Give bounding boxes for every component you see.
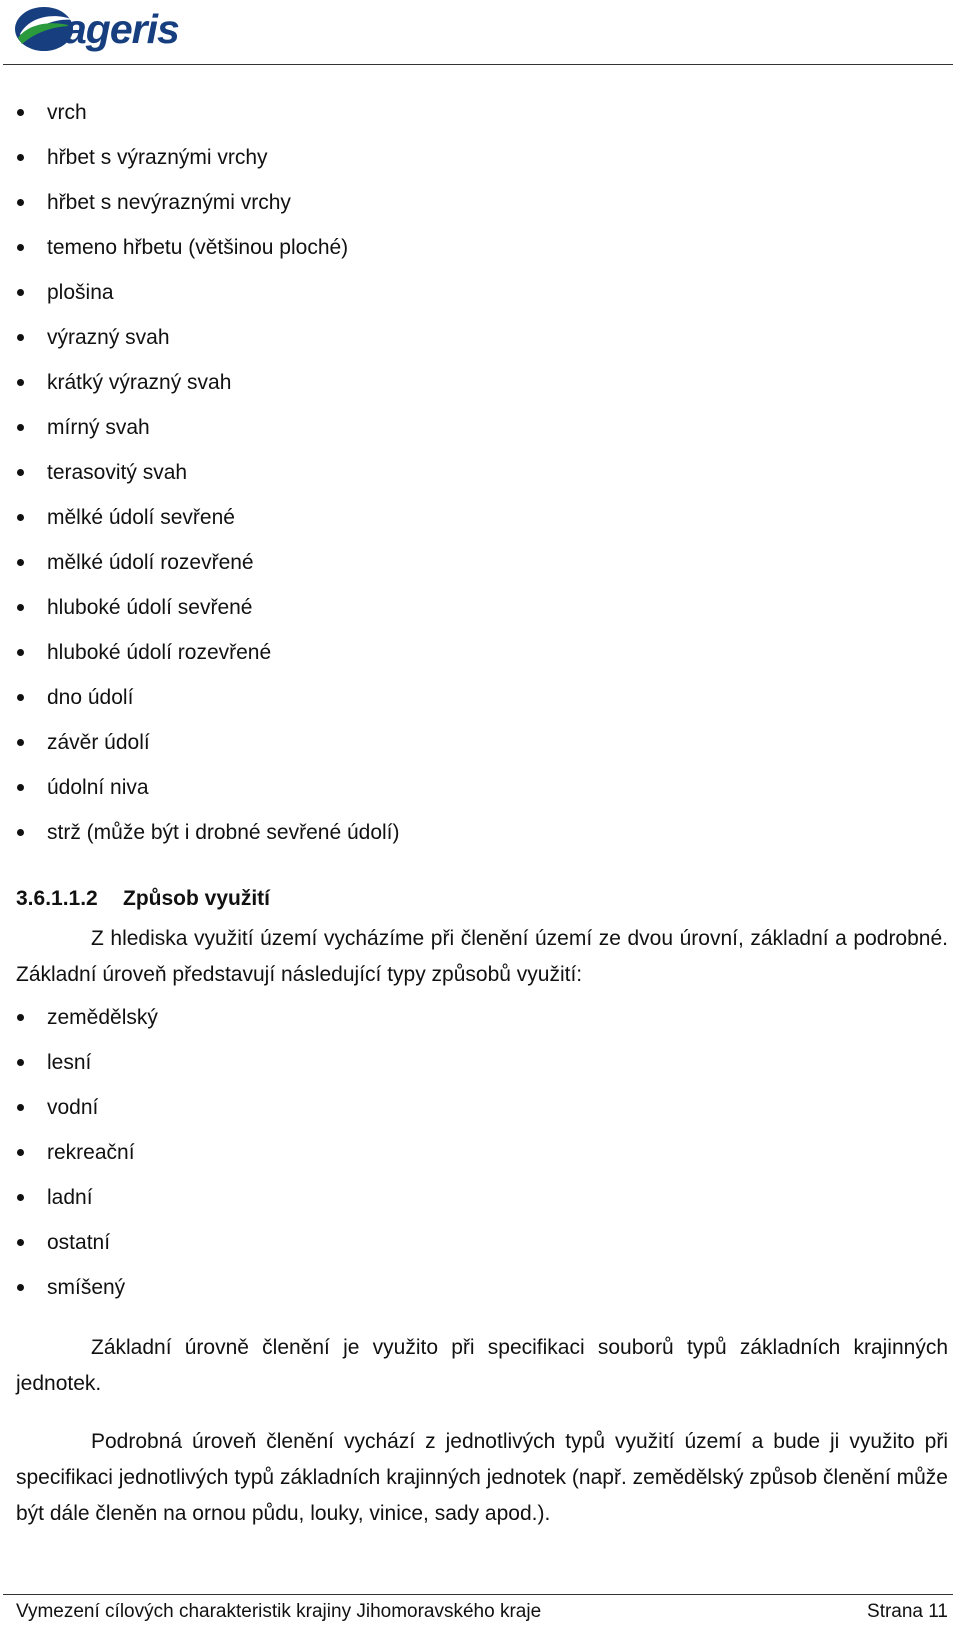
list-item	[16, 540, 948, 585]
list-item-text: hřbet s výraznými vrchy	[47, 146, 268, 169]
list-item	[16, 1130, 948, 1175]
bullet-icon	[17, 199, 24, 206]
list-item-text: smíšený	[47, 1276, 126, 1299]
list-item-text: lesní	[47, 1051, 92, 1074]
list-item-text: zemědělský	[47, 1006, 158, 1029]
list-item	[16, 495, 948, 540]
header-divider	[3, 64, 953, 65]
paragraph-basic-level: Základní úrovně členění je využito při specifikaci souborů typů základních krajinných jednotek.	[16, 1336, 948, 1395]
footer-divider	[3, 1594, 953, 1595]
section-number: 3.6.1.1.2	[16, 887, 98, 910]
footer-page-number: Strana 11	[867, 1601, 948, 1622]
list-item-text: temeno hřbetu (většinou ploché)	[47, 236, 349, 259]
list-item	[16, 1175, 948, 1220]
bullet-icon	[17, 559, 24, 566]
bullet-icon	[17, 424, 24, 431]
document-body	[16, 90, 948, 1553]
footer-document-title: Vymezení cílových charakteristik krajiny Jihomoravského kraje	[16, 1601, 542, 1622]
bullet-icon	[17, 289, 24, 296]
bullet-icon	[17, 739, 24, 746]
paragraph-intro: Z hlediska využití území vycházíme při členění území ze dvou úrovní, základní a podrobné. Základní úroveň představují následující typy způsobů využití:	[16, 927, 948, 986]
bullet-icon	[17, 469, 24, 476]
usage-type-list	[16, 995, 948, 1310]
list-item	[16, 585, 948, 630]
page-header	[0, 0, 960, 66]
bullet-icon	[17, 1149, 24, 1156]
bullet-icon	[17, 1104, 24, 1111]
list-item	[16, 450, 948, 495]
list-item-text: hřbet s nevýraznými vrchy	[47, 191, 291, 214]
list-item	[16, 1220, 948, 1265]
bullet-icon	[17, 784, 24, 791]
list-item	[16, 270, 948, 315]
list-item-text: terasovitý svah	[47, 461, 188, 484]
list-item	[16, 315, 948, 360]
list-item	[16, 135, 948, 180]
list-item-text: mírný svah	[47, 416, 150, 439]
bullet-icon	[17, 334, 24, 341]
list-item-text: krátký výrazný svah	[47, 371, 232, 394]
list-item	[16, 1085, 948, 1130]
list-item-text: ostatní	[47, 1231, 111, 1254]
bullet-icon	[17, 694, 24, 701]
list-item-text: mělké údolí sevřené	[47, 506, 235, 529]
bullet-icon	[17, 514, 24, 521]
paragraph-detailed-level: Podrobná úroveň členění vychází z jednotlivých typů využití území a bude ji využito při specifikaci jednotlivých typů základních krajinných jednotek (např. zemědělský způsob členění může být dále členěn na ornou půdu, louky, vinice, sady apod.).	[16, 1430, 948, 1525]
bullet-icon	[17, 244, 24, 251]
list-item-text: strž (může být i drobné sevřené údolí)	[47, 821, 400, 844]
logo-wordmark: ageris	[64, 5, 179, 52]
ageris-logo	[14, 4, 179, 54]
list-item-text: rekreační	[47, 1141, 135, 1164]
list-item	[16, 1040, 948, 1085]
bullet-icon	[17, 1059, 24, 1066]
list-item-text: plošina	[47, 281, 114, 304]
bullet-icon	[17, 604, 24, 611]
bullet-icon	[17, 1284, 24, 1291]
list-item-text: údolní niva	[47, 776, 149, 799]
list-item	[16, 360, 948, 405]
list-item	[16, 630, 948, 675]
list-item	[16, 995, 948, 1040]
bullet-icon	[17, 1239, 24, 1246]
list-item-text: výrazný svah	[47, 326, 170, 349]
list-item	[16, 810, 948, 855]
bullet-icon	[17, 379, 24, 386]
bullet-icon	[17, 829, 24, 836]
section-heading	[16, 876, 948, 921]
bullet-icon	[17, 1194, 24, 1201]
bullet-icon	[17, 109, 24, 116]
bullet-icon	[17, 1014, 24, 1021]
bullet-icon	[17, 649, 24, 656]
list-item	[16, 180, 948, 225]
list-item	[16, 90, 948, 135]
page-footer	[16, 1597, 948, 1627]
list-item	[16, 765, 948, 810]
terrain-type-list	[16, 90, 948, 855]
list-item-text: mělké údolí rozevřené	[47, 551, 254, 574]
list-item-text: vodní	[47, 1096, 99, 1119]
list-item	[16, 675, 948, 720]
section-title: Způsob využití	[123, 887, 270, 910]
list-item	[16, 1265, 948, 1310]
list-item-text: dno údolí	[47, 686, 134, 709]
list-item	[16, 720, 948, 765]
list-item-text: hluboké údolí sevřené	[47, 596, 253, 619]
list-item-text: hluboké údolí rozevřené	[47, 641, 272, 664]
list-item	[16, 405, 948, 450]
list-item-text: vrch	[47, 101, 87, 124]
list-item	[16, 225, 948, 270]
list-item-text: ladní	[47, 1186, 93, 1209]
bullet-icon	[17, 154, 24, 161]
list-item-text: závěr údolí	[47, 731, 150, 754]
